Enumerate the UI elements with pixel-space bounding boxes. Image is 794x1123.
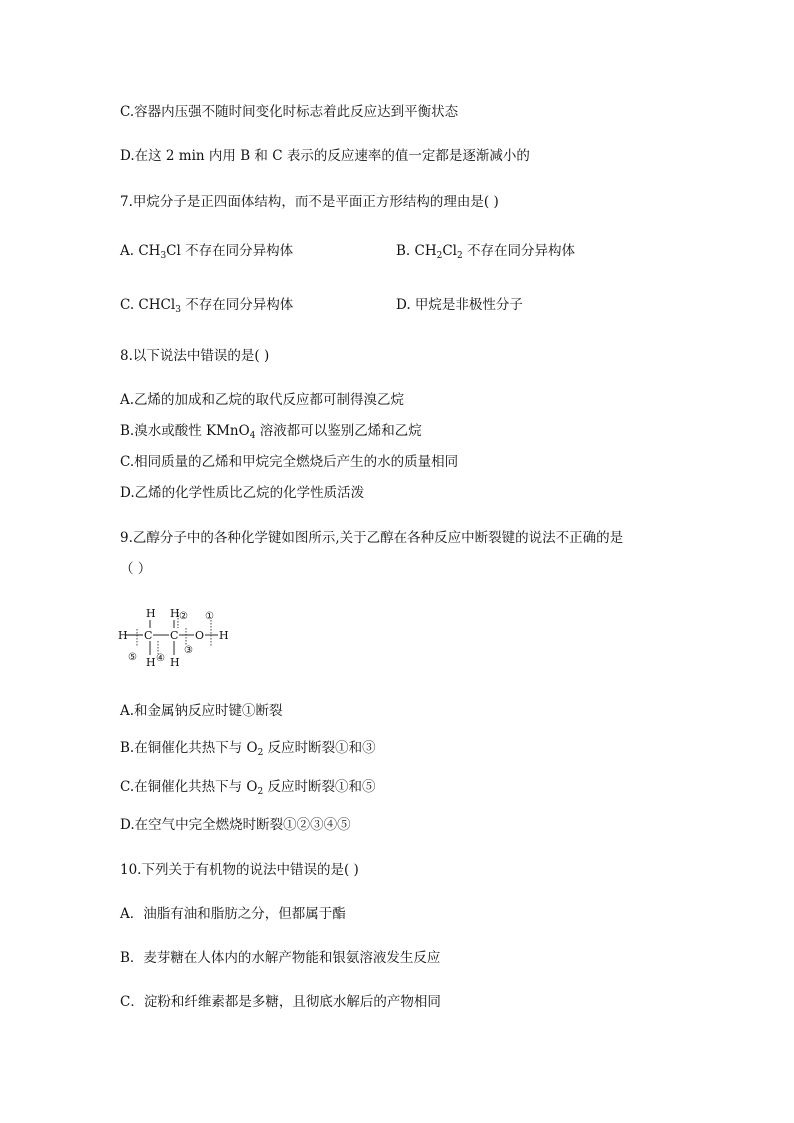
atom-h-right: H	[219, 629, 229, 642]
q7-stem: 7.甲烷分子是正四面体结构，而不是平面正方形结构的理由是( )	[120, 194, 499, 210]
bond-label-5: ⑤	[128, 652, 137, 663]
q7-b-sub1: 2	[436, 251, 443, 261]
q8-option-b	[120, 422, 422, 445]
q7-c-sub: 3	[175, 305, 181, 315]
q7-b-sub2: 2	[457, 251, 463, 261]
q7-option-b	[396, 242, 575, 265]
q8-option-d: D.乙烯的化学性质比乙烷的化学性质活泼	[120, 485, 365, 501]
q9-c-sub: 2	[257, 787, 264, 797]
q9-b-pre: B.在铜催化共热下与 O	[120, 740, 258, 756]
atom-h-bottom-2: H	[170, 656, 180, 669]
q7-option-d: D. 甲烷是非极性分子	[396, 297, 523, 313]
q8-b-post: 溶液都可以鉴别乙烯和乙烷	[255, 423, 422, 439]
q7-a-post: Cl 不存在同分异构体	[166, 243, 294, 259]
q7-option-c	[120, 296, 293, 319]
q10-option-c: C．淀粉和纤维素都是多糖，且彻底水解后的产物相同	[120, 994, 441, 1010]
atom-c-1: C	[144, 629, 153, 642]
bond-label-2: ②	[179, 611, 188, 622]
q9-c-pre: C.在铜催化共热下与 O	[120, 779, 258, 795]
bond-label-4: ④	[156, 653, 165, 664]
q7-b-pre: B. CH	[396, 243, 437, 259]
atom-o: O	[195, 629, 205, 642]
q7-c-pre: C. CHCl	[120, 297, 176, 313]
bond-label-1: ①	[205, 611, 214, 622]
q6-option-d: D.在这 2 min 内用 B 和 C 表示的反应速率的值一定都是逐渐减小的	[120, 148, 530, 164]
q8-stem: 8.以下说法中错误的是( )	[120, 348, 270, 364]
q9-stem: 9.乙醇分子中的各种化学键如图所示,关于乙醇在各种反应中断裂键的说法不正确的是	[120, 530, 624, 546]
atom-c-2: C	[170, 629, 179, 642]
q10-option-b: B．麦芽糖在人体内的水解产物能和银氨溶液发生反应	[120, 950, 441, 966]
q8-b-pre: B.溴水或酸性 KMnO	[120, 423, 250, 439]
q9-option-c	[120, 778, 376, 801]
q7-option-a	[120, 242, 293, 265]
q9-option-b	[120, 739, 376, 762]
q9-b-post: 反应时断裂①和③	[263, 740, 376, 756]
q7-c-post: 不存在同分异构体	[180, 297, 294, 313]
q10-stem: 10.下列关于有机物的说法中错误的是( )	[120, 862, 359, 878]
q8-b-sub: 4	[249, 431, 256, 441]
q10-option-a: A．油脂有油和脂肪之分，但都属于酯	[120, 906, 346, 922]
q6-option-c: C.容器内压强不随时间变化时标志着此反应达到平衡状态	[120, 104, 459, 120]
q9-option-a: A.和金属钠反应时键①断裂	[120, 703, 283, 719]
q7-b-mid: Cl	[442, 243, 457, 259]
q7-a-sub: 3	[160, 251, 167, 261]
atom-h-top-1: H	[146, 607, 156, 620]
q8-option-c: C.相同质量的乙烯和甲烷完全燃烧后产生的水的质量相同	[120, 454, 459, 470]
q9-c-post: 反应时断裂①和⑤	[263, 779, 376, 795]
bond-label-3: ③	[184, 645, 193, 656]
q7-b-post: 不存在同分异构体	[462, 243, 576, 259]
atom-h-top-2: H	[170, 607, 180, 620]
ethanol-structure-diagram	[116, 604, 246, 670]
q8-option-a: A.乙烯的加成和乙烷的取代反应都可制得溴乙烷	[120, 392, 405, 408]
q9-stem-blank: （ ）	[120, 561, 152, 577]
q9-option-d: D.在空气中完全燃烧时断裂①②③④⑤	[120, 817, 351, 833]
q7-a-pre: A. CH	[120, 243, 161, 259]
atom-h-left: H	[118, 629, 128, 642]
atom-h-bottom-1: H	[146, 656, 156, 669]
q9-b-sub: 2	[257, 748, 264, 758]
